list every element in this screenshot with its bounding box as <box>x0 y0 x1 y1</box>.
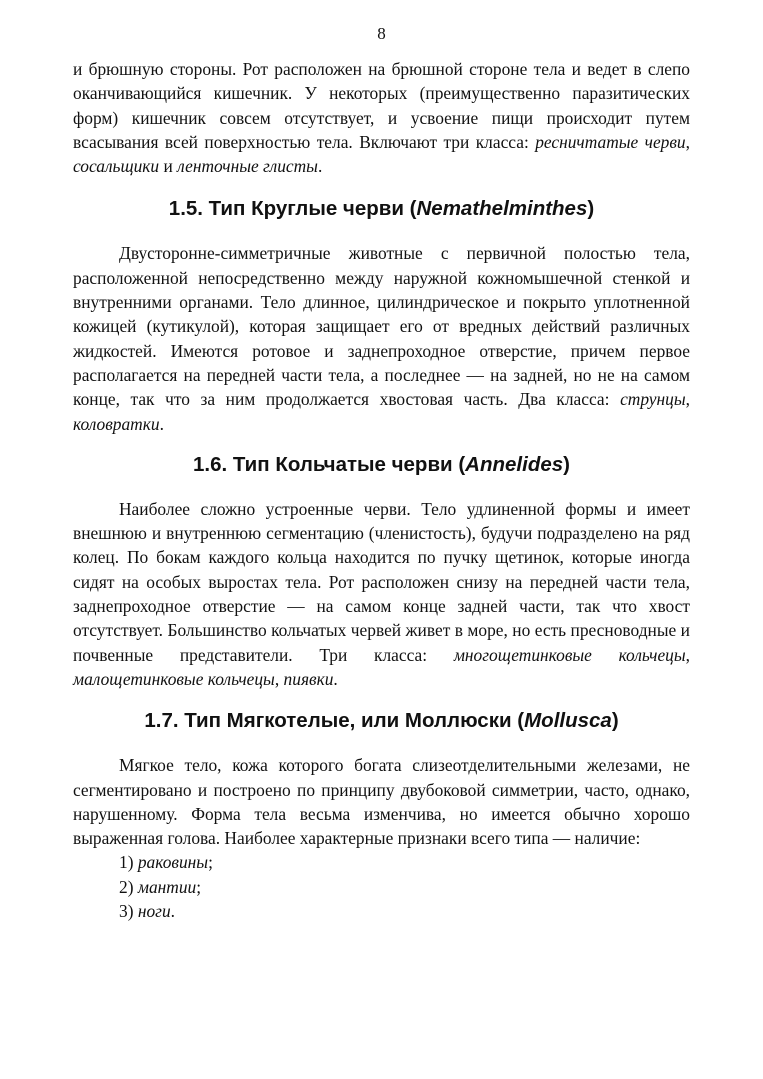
class-term: струнцы <box>620 389 686 410</box>
latin-name: Annelides <box>465 452 564 476</box>
page-number: 8 <box>377 24 386 43</box>
class-term: сосальщики <box>73 156 160 177</box>
list-item: 1) раковины; <box>119 852 213 873</box>
intro-text: и брюшную стороны. Рот расположен на брюшной стороне тела и ведет в слепо оканчивающийся кишечник. У некоторых (преимущественно паразитических форм) кишечник совсем отсутствует, и усвоение пищи происходит путем всасывания всей поверхностью тела. Включают три класса: <box>73 59 690 152</box>
class-term: малощетинковые кольчецы <box>73 668 275 689</box>
section-1-6-paragraph: Наиболее сложно устроенные черви. Тело удлиненной формы и имеет внешнюю и внутреннюю сегментацию (членистость), будучи подразделено на ряд колец. По бокам каждого кольца находится по пучку щетинок, которые иногда сидят на особых выростах тела. Рот расположен снизу на передней части тела, заднепроходное отверстие — на самом конце задней части, так что хвост отсутствует. Большинство кольчатых червей живет в море, но есть пресноводные и почвенные представители. Три класса: многощетинковые кольчецы, малощетинковые кольчецы, пиявки. <box>73 498 690 689</box>
class-term: многощетинковые кольчецы <box>453 644 686 665</box>
class-term: ленточные глисты <box>177 156 318 177</box>
class-term: коловратки <box>73 413 160 434</box>
class-term: ресничтатые черви <box>535 131 686 152</box>
latin-name: Mollusca <box>524 709 612 733</box>
page-content <box>73 57 690 923</box>
list-item: 2) мантии; <box>119 876 202 897</box>
section-heading-1-7: 1.7. Тип Мягкотелые, или Моллюски (Mollusca) <box>144 709 619 733</box>
class-term: пиявки <box>283 668 334 689</box>
latin-name: Nemathelminthes <box>416 197 588 221</box>
feature-list <box>73 850 690 923</box>
list-item: 3) ноги. <box>119 901 176 922</box>
intro-paragraph: и брюшную стороны. Рот расположен на брюшной стороне тела и ведет в слепо оканчивающийся кишечник. У некоторых (преимущественно паразитических форм) кишечник совсем отсутствует, и усвоение пищи происходит путем всасывания всей поверхностью тела. Включают три класса: ресничтатые черви, сосальщики и ленточные глисты. <box>73 59 690 177</box>
section-heading-1-5: 1.5. Тип Круглые черви (Nemathelminthes) <box>168 197 595 221</box>
section-1-7-paragraph: Мягкое тело, кожа которого богата слизеотделительными железами, не сегментировано и построено по принципу двубоковой симметрии, часто, однако, нарушенному. Форма тела весьма изменчива, но имеется обычно хорошо выраженная голова. Наиболее характерные признаки всего типа — наличие: <box>73 755 690 849</box>
section-heading-1-6: 1.6. Тип Кольчатые черви (Annelides) <box>193 452 570 476</box>
section-1-5-paragraph: Двусторонне-симметричные животные с первичной полостью тела, расположенной непосредственно между наружной кожномышечной стенкой и внутренними органами. Тело длинное, цилиндрическое и покрыто уплотненной кожицей (кутикулой), которая защищает его от вредных действий различных жидкостей. Имеются ротовое и заднепроходное отверстие, причем первое располагается на передней части тела, а последнее — на задней, но не на самом конце, так что за ним продолжается хвостовая часть. Два класса: струнцы, коловратки. <box>73 243 690 434</box>
